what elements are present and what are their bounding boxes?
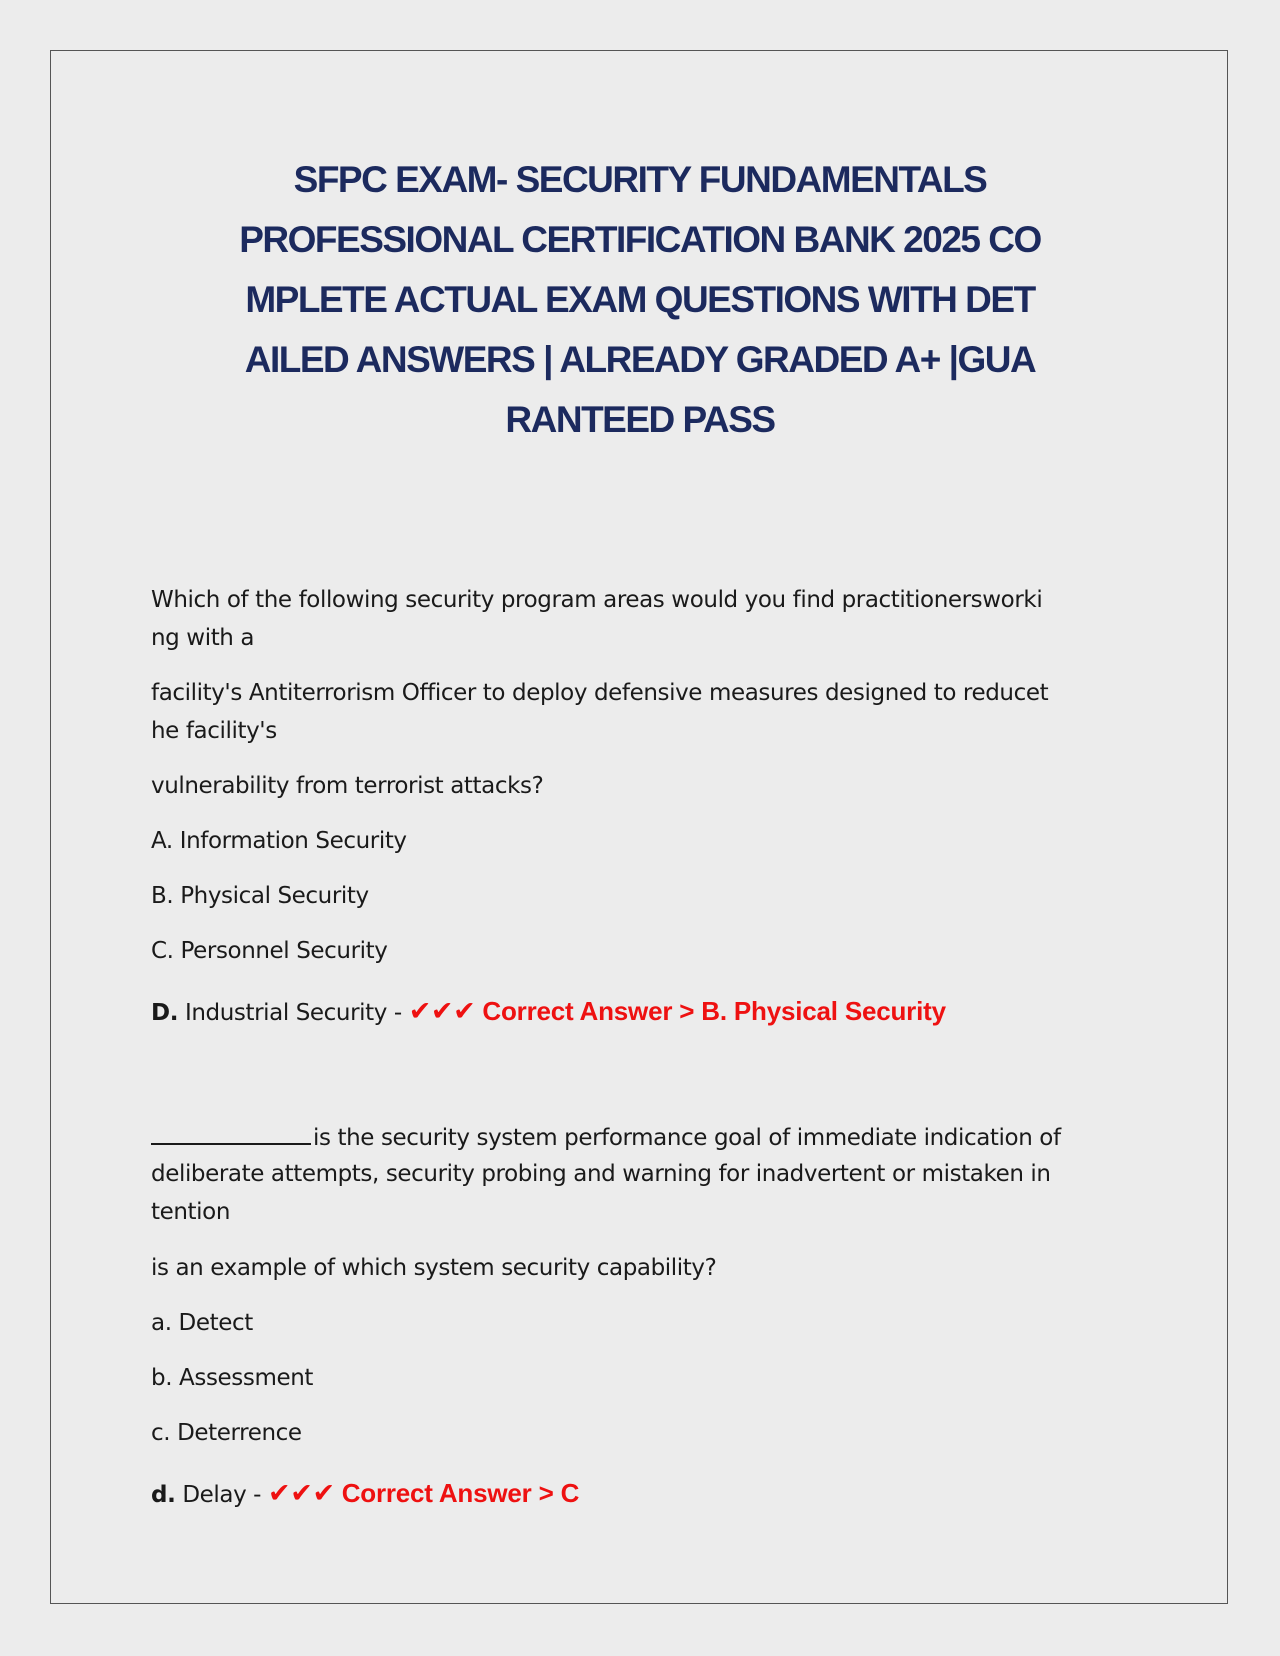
question-text-line: is an example of which system security capability? bbox=[151, 1255, 717, 1281]
question-text-line: tention bbox=[151, 1199, 231, 1225]
title-line: AILED ANSWERS | ALREADY GRADED A+ |GUA bbox=[244, 339, 1036, 380]
question-text-line bbox=[151, 1117, 1061, 1157]
title-line: MPLETE ACTUAL EXAM QUESTIONS WITH DET bbox=[245, 279, 1035, 320]
option-d-row bbox=[151, 1474, 579, 1514]
correct-answer: Correct Answer > C bbox=[334, 1478, 580, 1508]
question-text-line: he facility's bbox=[151, 718, 277, 744]
question-text-line: Which of the following security program areas would you find practitionersworki bbox=[151, 587, 1043, 613]
option-c: C. Personnel Security bbox=[151, 938, 388, 964]
option-d-letter: d. bbox=[151, 1482, 176, 1508]
document-title bbox=[150, 150, 1130, 450]
checkmark-icon: ✔✔✔ bbox=[268, 1478, 335, 1509]
option-c: c. Deterrence bbox=[151, 1420, 302, 1446]
question-text: is the security system performance goal of immediate indication of bbox=[313, 1125, 1061, 1151]
option-d-text: Industrial Security - bbox=[178, 1000, 409, 1026]
option-b: b. Assessment bbox=[151, 1365, 313, 1391]
option-d-text: Delay - bbox=[175, 1482, 268, 1508]
question-text-line: deliberate attempts, security probing and warning for inadvertent or mistaken in bbox=[151, 1161, 1051, 1187]
title-line: PROFESSIONAL CERTIFICATION BANK 2025 CO bbox=[239, 219, 1041, 260]
question-text-line: vulnerability from terrorist attacks? bbox=[151, 773, 544, 799]
correct-answer: Correct Answer > B. Physical Security bbox=[475, 996, 946, 1026]
option-d-letter: D. bbox=[151, 1000, 179, 1026]
title-line: SFPC EXAM- SECURITY FUNDAMENTALS bbox=[293, 159, 987, 200]
title-line: RANTEED PASS bbox=[505, 399, 775, 440]
checkmark-icon: ✔✔✔ bbox=[408, 996, 476, 1027]
question-text-line: ng with a bbox=[151, 625, 255, 651]
option-b: B. Physical Security bbox=[151, 883, 369, 909]
option-a: A. Information Security bbox=[151, 828, 407, 854]
question-text-line: facility's Antiterrorism Officer to deploy defensive measures designed to reducet bbox=[151, 680, 1049, 706]
option-d-row bbox=[151, 992, 946, 1032]
fill-in-blank bbox=[151, 1117, 311, 1145]
option-a: a. Detect bbox=[151, 1310, 253, 1336]
